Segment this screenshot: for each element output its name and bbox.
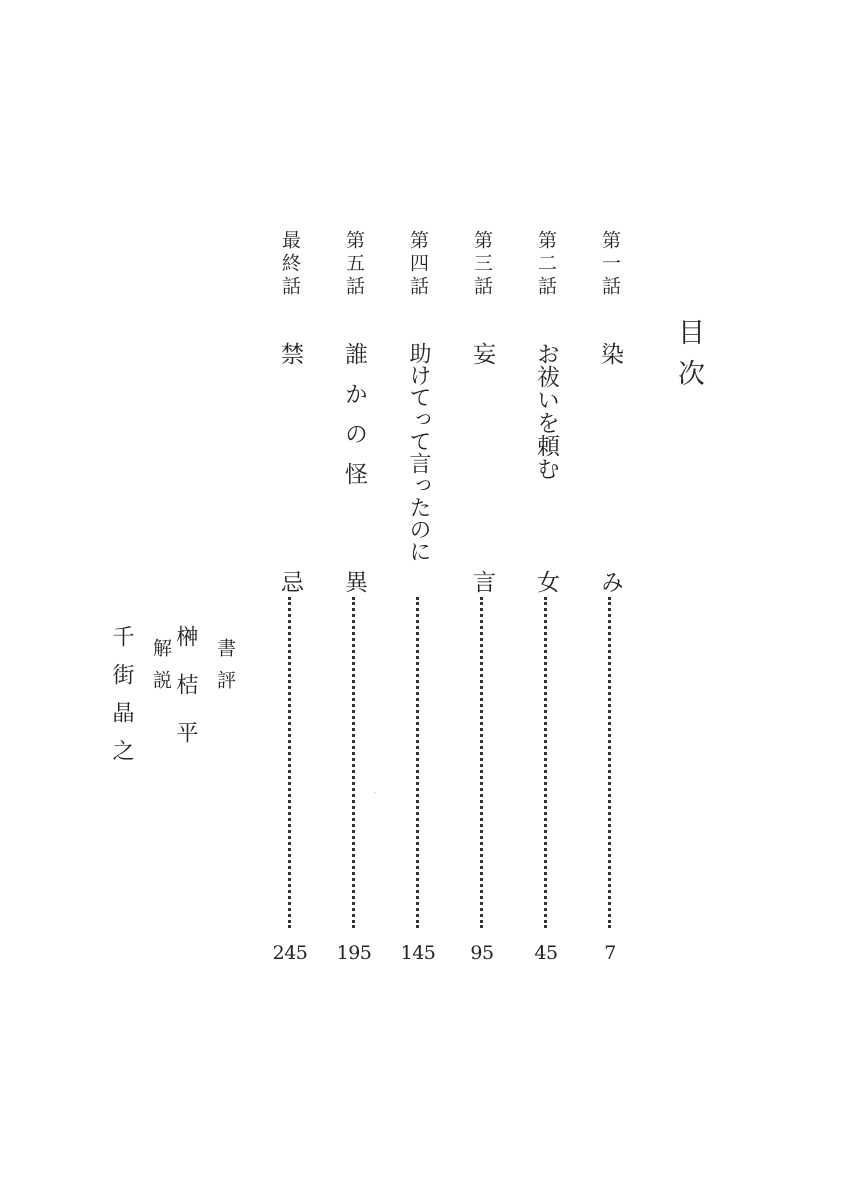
chapter-number: 第二話 bbox=[535, 230, 557, 299]
chapter-number: 第四話 bbox=[407, 230, 429, 299]
chapter-title-last-char: み bbox=[597, 570, 623, 593]
dot-leader bbox=[608, 597, 611, 928]
toc-entry-chapter-3[interactable] bbox=[462, 0, 502, 1198]
toc-entry-book-review[interactable] bbox=[173, 625, 245, 769]
extra-author: 榊桔平 bbox=[173, 625, 198, 769]
page-number: 95 bbox=[470, 942, 494, 964]
page-number: 195 bbox=[336, 942, 372, 964]
chapter-title bbox=[590, 342, 630, 593]
chapter-number: 第五話 bbox=[343, 230, 365, 299]
page-number: 145 bbox=[400, 942, 436, 964]
chapter-title-text: お祓いを頼む bbox=[533, 342, 559, 480]
chapter-title-last-char: 女 bbox=[533, 570, 559, 593]
toc-entry-chapter-5[interactable] bbox=[334, 0, 374, 1198]
chapter-title-last-char: 忌 bbox=[277, 570, 303, 593]
chapter-number: 最終話 bbox=[279, 230, 301, 299]
chapter-title bbox=[526, 342, 566, 593]
dot-leader bbox=[352, 597, 355, 928]
chapter-title bbox=[334, 342, 374, 593]
chapter-title-text: 妄 bbox=[469, 342, 495, 365]
toc-entry-commentary[interactable] bbox=[109, 625, 181, 777]
chapter-title-last-char: 言 bbox=[469, 570, 495, 593]
toc-entry-chapter-4[interactable] bbox=[398, 0, 438, 1198]
extra-label: 解説 bbox=[150, 638, 172, 702]
page-number: 245 bbox=[272, 942, 308, 964]
dot-leader bbox=[480, 597, 483, 928]
chapter-number: 第一話 bbox=[599, 230, 621, 299]
chapter-number: 第三話 bbox=[471, 230, 493, 299]
extra-label: 書評 bbox=[214, 638, 236, 702]
toc-entry-chapter-1[interactable] bbox=[590, 0, 630, 1198]
chapter-title-text: 禁 bbox=[277, 342, 303, 365]
chapter-title bbox=[398, 342, 438, 562]
chapter-title bbox=[462, 342, 502, 593]
paper-speck bbox=[374, 792, 376, 793]
page-number: 45 bbox=[534, 942, 558, 964]
chapter-title-last-char: 異 bbox=[341, 570, 367, 593]
toc-entry-chapter-2[interactable] bbox=[526, 0, 566, 1198]
dot-leader bbox=[544, 597, 547, 928]
page-number: 7 bbox=[604, 942, 616, 964]
toc-entry-final-chapter[interactable] bbox=[270, 0, 310, 1198]
chapter-title-text: 染 bbox=[597, 342, 623, 365]
page-title: 目次 bbox=[673, 318, 704, 400]
dot-leader bbox=[288, 597, 291, 928]
chapter-title-text: 助けてって言ったのに bbox=[406, 342, 431, 562]
chapter-title-text: 誰かの怪 bbox=[341, 342, 367, 502]
dot-leader bbox=[416, 597, 419, 928]
extra-author: 千街晶之 bbox=[109, 625, 134, 777]
chapter-title bbox=[270, 342, 310, 593]
